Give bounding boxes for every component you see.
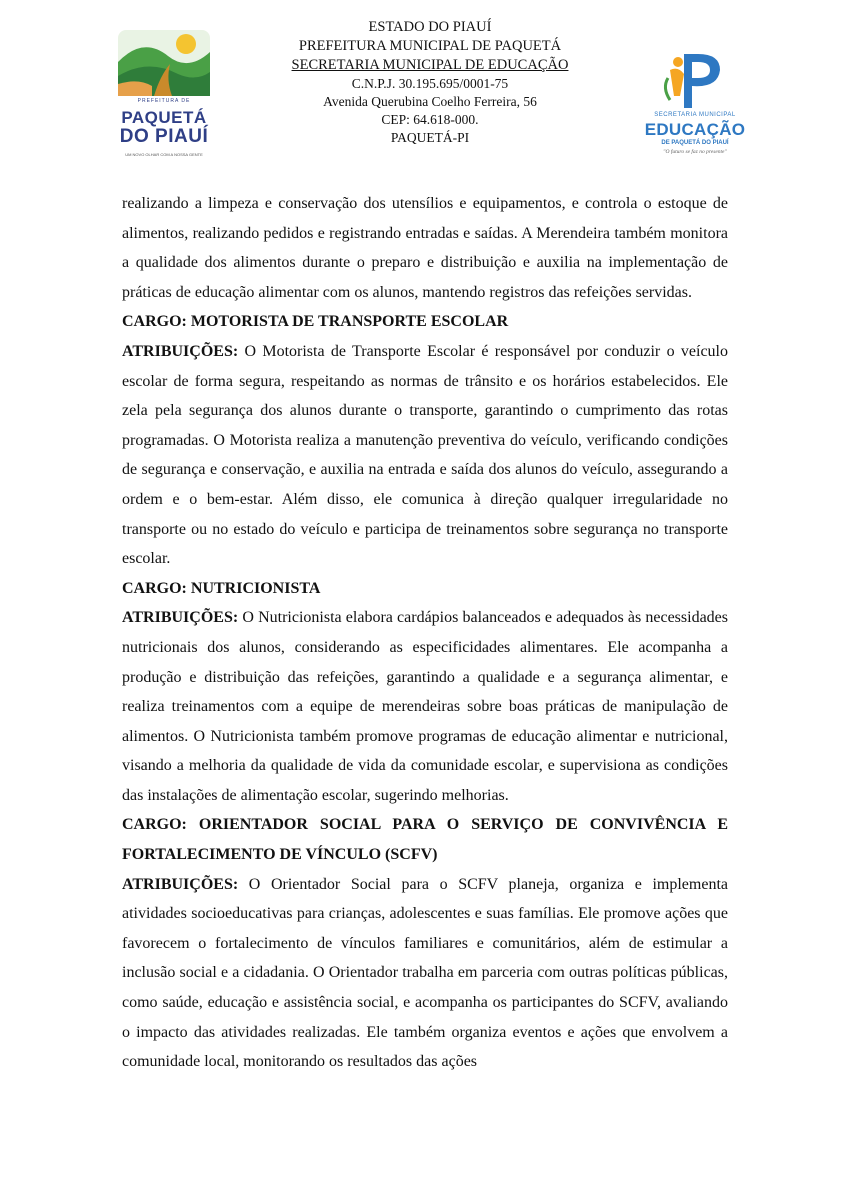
page-header [0, 0, 849, 180]
address: Avenida Querubina Coelho Ferreira, 56 [323, 94, 537, 109]
prefeitura-logo-slogan: UM NOVO OLHAR COM A NOSSA GENTE [125, 152, 203, 157]
prefeitura-logo-name [108, 108, 220, 146]
state-name: ESTADO DO PIAUÍ [368, 19, 492, 35]
section-heading-nutricionista: CARGO: NUTRICIONISTA [122, 579, 321, 597]
section-text-motorista: O Motorista de Transporte Escolar é responsável por conduzir o veículo escolar de forma segura, respeitando as normas de trânsito e os horários estabelecidos. Ele zela pela segurança dos alunos durante o transporte, garantindo o cumprimento das rotas programadas. O Motorista realiza a manutenção preventiva do veículo, verificando condições de segurança e conservação, e auxilia na entrada e saída dos alunos do veículo, assegurando a ordem e o bem-estar. Além disso, ele comunica à direção qualquer irregularidade no transporte ou no estado do veículo e participa de treinamentos sobre segurança no transporte escolar. [122, 342, 728, 568]
education-logo-motto: "O futuro se faz no presente" [663, 149, 727, 155]
section-heading-motorista: CARGO: MOTORISTA DE TRANSPORTE ESCOLAR [122, 313, 509, 331]
section-paragraph-orientador [122, 870, 728, 1077]
section-paragraph-motorista [122, 337, 728, 574]
education-logo-small-text: SECRETARIA MUNICIPAL [654, 112, 736, 118]
prefeitura-logo [108, 22, 220, 162]
prefeitura-logo-name-line2: DO PIAUÍ [119, 126, 209, 147]
education-logo-icon [640, 48, 750, 112]
section-heading-orientador: CARGO: ORIENTADOR SOCIAL PARA O SERVIÇO DE CONVIVÊNCIA E FORTALECIMENTO DE VÍNCULO (SCFV) [122, 816, 728, 864]
prefeitura-logo-name-line1: PAQUETÁ [121, 108, 207, 127]
attributions-label: ATRIBUIÇÕES: [122, 342, 239, 360]
letterhead-text [240, 18, 620, 147]
education-logo-subtitle: DE PAQUETÁ DO PIAUÍ [661, 140, 729, 146]
attributions-label: ATRIBUIÇÕES: [122, 609, 239, 627]
attributions-label: ATRIBUIÇÕES: [122, 875, 239, 893]
section-text-orientador: O Orientador Social para o SCFV planeja, organiza e implementa atividades socioeducativas para crianças, adolescentes e suas famílias. Ele promove ações que favorecem o fortalecimento de vínculos familiares e comunitários, além de estimular a inclusão social e a cidadania. O Orientador trabalha em parceria com outras políticas públicas, como saúde, educação e assistência social, e acompanha os participantes do SCFV, avaliando o impacto das atividades realizadas. Ele também organiza eventos e ações que envolvem a comunidade local, monitorando os resultados das ações [122, 875, 728, 1071]
cnpj: C.N.P.J. 30.195.695/0001-75 [351, 76, 509, 91]
city: PAQUETÁ-PI [390, 130, 470, 145]
document-body [122, 189, 728, 1077]
education-secretariat-logo [640, 48, 750, 168]
prefeitura-logo-icon [108, 22, 220, 102]
section-text-nutricionista: O Nutricionista elabora cardápios balanceados e adequados às necessidades nutricionais dos alunos, considerando as especificidades alimentares. Ele acompanha a produção e distribuição das refeições, garantindo a qualidade e a segurança alimentar, e realiza treinamentos com a equipe de merendeiras sobre boas práticas de manipulação de alimentos. O Nutricionista também promove programas de educação alimentar e nutricional, visando a melhoria da qualidade de vida da comunidade escolar, e supervisiona as condições das instalações de alimentação escolar, sugerindo melhorias. [122, 609, 728, 804]
cep: CEP: 64.618-000. [381, 112, 479, 127]
prefecture-name: PREFEITURA MUNICIPAL DE PAQUETÁ [298, 38, 562, 54]
education-logo-name: EDUCAÇÃO [644, 120, 746, 139]
secretariat-name: SECRETARIA MUNICIPAL DE EDUCAÇÃO [291, 57, 569, 73]
intro-paragraph: realizando a limpeza e conservação dos utensílios e equipamentos, e controla o estoque de alimentos, realizando pedidos e registrando entradas e saídas. A Merendeira também monitora a qualidade dos alimentos durante o preparo e distribuição e auxilia na implementação de práticas de educação alimentar com os alunos, mantendo registros das refeições servidas. [122, 195, 728, 301]
section-paragraph-nutricionista [122, 603, 728, 810]
prefeitura-logo-small-text: PREFEITURA DE [137, 98, 191, 104]
